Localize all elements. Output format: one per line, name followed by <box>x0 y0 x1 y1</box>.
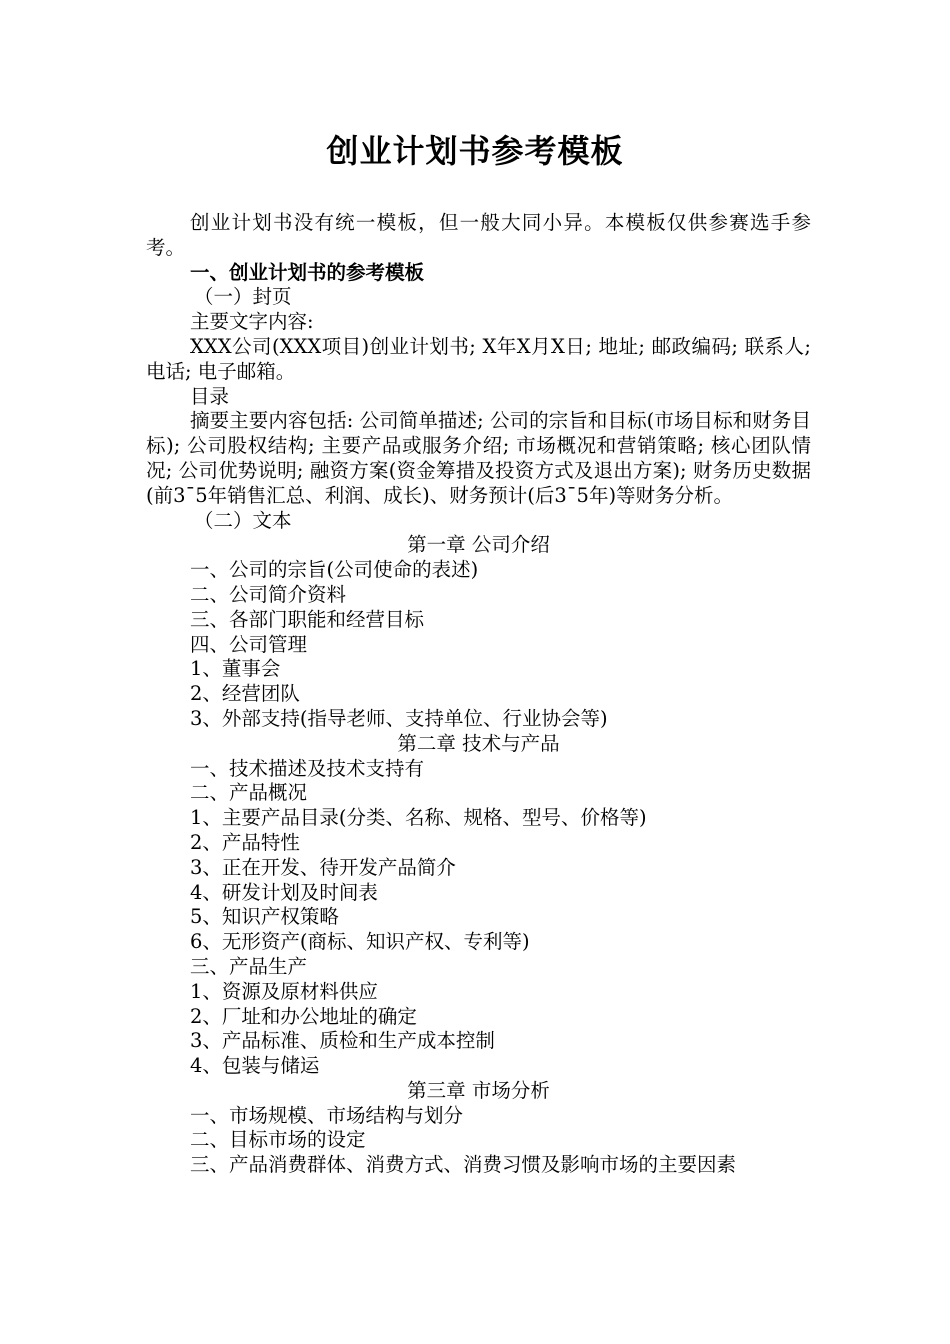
list-item: 二、公司简介资料 <box>190 582 347 606</box>
list-item: 一、技术描述及技术支持有 <box>190 756 425 780</box>
toc-label: 目录 <box>190 384 230 408</box>
part-heading-text: （二）文本 <box>194 508 292 532</box>
list-item: 3、外部支持(指导老师、支持单位、行业协会等) <box>190 706 608 730</box>
list-item: 1、资源及原材料供应 <box>190 979 378 1003</box>
list-item: 1、董事会 <box>190 657 281 681</box>
list-item: 三、产品消费群体、消费方式、消费习惯及影响市场的主要因素 <box>190 1153 737 1177</box>
list-item: 一、公司的宗旨(公司使命的表述) <box>190 558 479 582</box>
list-item: 3、正在开发、待开发产品简介 <box>190 855 456 879</box>
list-item: 三、各部门职能和经营目标 <box>190 607 425 631</box>
list-item: 1、主要产品目录(分类、名称、规格、型号、价格等) <box>190 806 647 830</box>
chapter-title: 第二章 技术与产品 <box>397 731 560 755</box>
section-heading: 一、创业计划书的参考模板 <box>190 260 425 284</box>
list-item: 2、产品特性 <box>190 830 300 854</box>
chapter-title: 第一章 公司介绍 <box>407 533 550 557</box>
list-item: 一、市场规模、市场结构与划分 <box>190 1103 464 1127</box>
part-heading-cover: （一）封页 <box>194 285 292 309</box>
list-item: 5、知识产权策略 <box>190 905 339 929</box>
summary-paragraph: 摘要主要内容包括: 公司简单描述; 公司的宗旨和目标(市场目标和财务目标); 公司股权结构; 主要产品或服务介绍; 市场概况和营销策略; 核心团队情况; 公司优势说明; 融资方案(资金筹措及投资方式及退出方案); 财务历史数据(前3¯5年销售汇总、利润、成长)、财务预计(后3¯5年)等财务分析。 <box>146 409 811 507</box>
list-item: 4、包装与储运 <box>190 1054 320 1078</box>
list-item: 二、目标市场的设定 <box>190 1128 366 1152</box>
list-item: 4、研发计划及时间表 <box>190 880 378 904</box>
list-item: 3、产品标准、质检和生产成本控制 <box>190 1029 495 1053</box>
list-item: 二、产品概况 <box>190 781 308 805</box>
document-body <box>146 211 811 1178</box>
list-item: 四、公司管理 <box>190 632 308 656</box>
list-item: 2、厂址和办公地址的确定 <box>190 1004 417 1028</box>
list-item: 6、无形资产(商标、知识产权、专利等) <box>190 930 530 954</box>
main-text-label: 主要文字内容: <box>190 310 314 334</box>
intro-paragraph: 创业计划书没有统一模板，但一般大同小异。本模板仅供参赛选手参考。 <box>146 211 811 259</box>
cover-content-paragraph: XXX公司(XXX项目)创业计划书; X年X月X日; 地址; 邮政编码; 联系人; 电话; 电子邮箱。 <box>146 334 811 383</box>
list-item: 2、经营团队 <box>190 682 300 706</box>
document-title: 创业计划书参考模板 <box>326 132 624 170</box>
chapter-title: 第三章 市场分析 <box>407 1078 550 1102</box>
list-item: 三、产品生产 <box>190 954 308 978</box>
